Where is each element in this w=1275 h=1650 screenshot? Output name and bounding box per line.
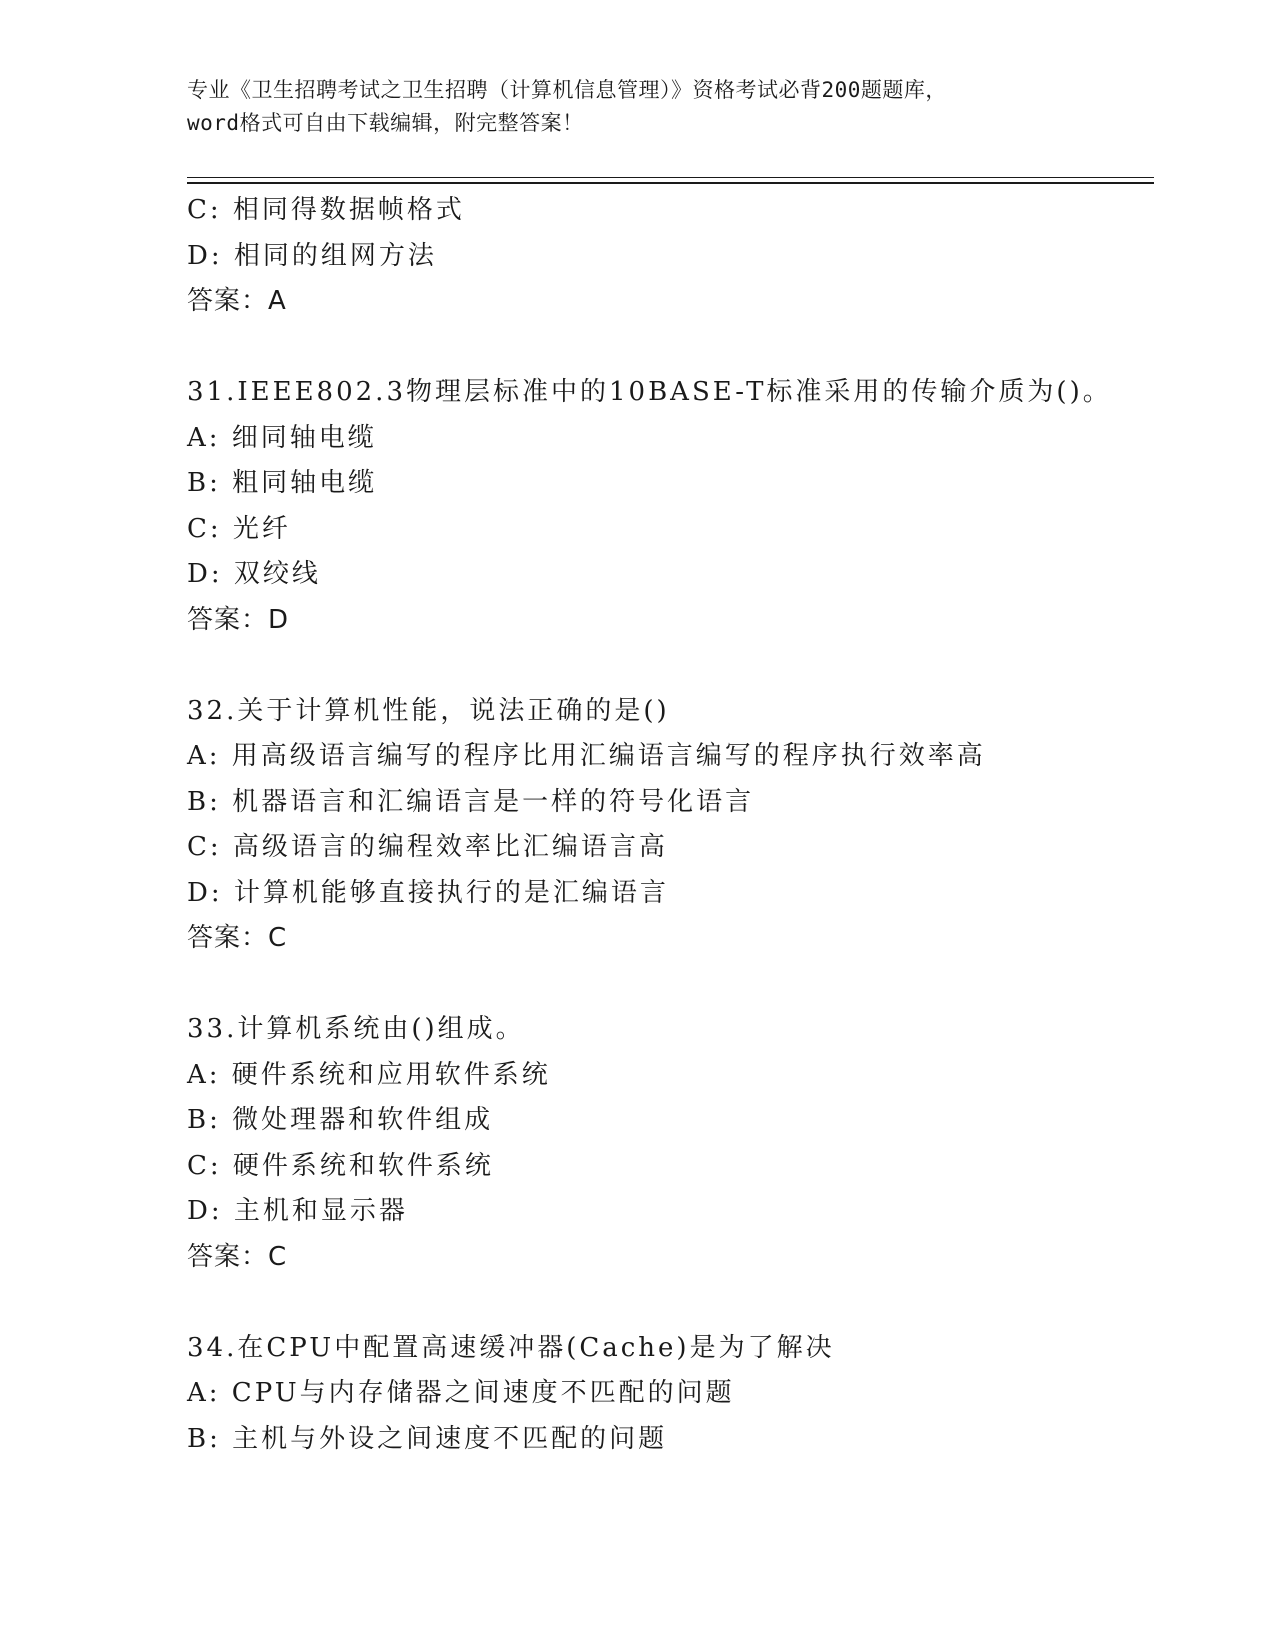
document-header	[187, 74, 1087, 140]
question-list	[187, 188, 1187, 1462]
option-a: A: 用高级语言编写的程序比用汇编语言编写的程序执行效率高	[187, 741, 986, 771]
option-b: B: 微处理器和软件组成	[187, 1105, 494, 1135]
spacer	[187, 643, 1187, 689]
spacer	[187, 1280, 1187, 1326]
answer: 答案：D	[187, 604, 290, 635]
option-b: B: 机器语言和汇编语言是一样的符号化语言	[187, 786, 755, 817]
header-line-1: 专业《卫生招聘考试之卫生招聘（计算机信息管理）》资格考试必背200题题库，	[187, 78, 947, 102]
answer: 答案：C	[187, 923, 288, 953]
option-d: D: 计算机能够直接执行的是汇编语言	[187, 877, 669, 908]
option-c: C: 相同得数据帧格式	[187, 195, 465, 225]
answer: 答案：C	[187, 1241, 288, 1272]
question-33	[187, 1007, 1187, 1280]
option-b: B: 粗同轴电缆	[187, 468, 378, 498]
question-text: 31.IEEE802.3物理层标准中的10BASE-T标准采用的传输介质为()。	[187, 377, 1112, 407]
answer: 答案：A	[187, 286, 287, 316]
option-d: D: 双绞线	[187, 559, 321, 589]
option-a: A: CPU与内存储器之间速度不匹配的问题	[187, 1378, 735, 1408]
spacer	[187, 962, 1187, 1008]
question-text: 32.关于计算机性能，说法正确的是()	[187, 695, 670, 726]
question-text: 34.在CPU中配置高速缓冲器(Cache)是为了解决	[187, 1332, 835, 1363]
question-32	[187, 689, 1187, 962]
option-b: B: 主机与外设之间速度不匹配的问题	[187, 1423, 668, 1454]
question-34	[187, 1326, 1187, 1463]
option-d: D: 主机和显示器	[187, 1196, 408, 1226]
question-31	[187, 370, 1187, 643]
header-rule-thick	[187, 182, 1154, 184]
option-a: A: 硬件系统和应用软件系统	[187, 1059, 551, 1090]
question-30-continued	[187, 188, 1187, 325]
header-rule-thin	[187, 177, 1154, 178]
option-d: D: 相同的组网方法	[187, 240, 437, 271]
header-line-2: word格式可自由下载编辑，附完整答案！	[187, 111, 584, 135]
option-c: C: 高级语言的编程效率比汇编语言高	[187, 832, 668, 862]
question-text: 33.计算机系统由()组成。	[187, 1014, 525, 1044]
spacer	[187, 325, 1187, 371]
option-a: A: 细同轴电缆	[187, 422, 377, 453]
option-c: C: 光纤	[187, 513, 291, 544]
option-c: C: 硬件系统和软件系统	[187, 1150, 494, 1181]
